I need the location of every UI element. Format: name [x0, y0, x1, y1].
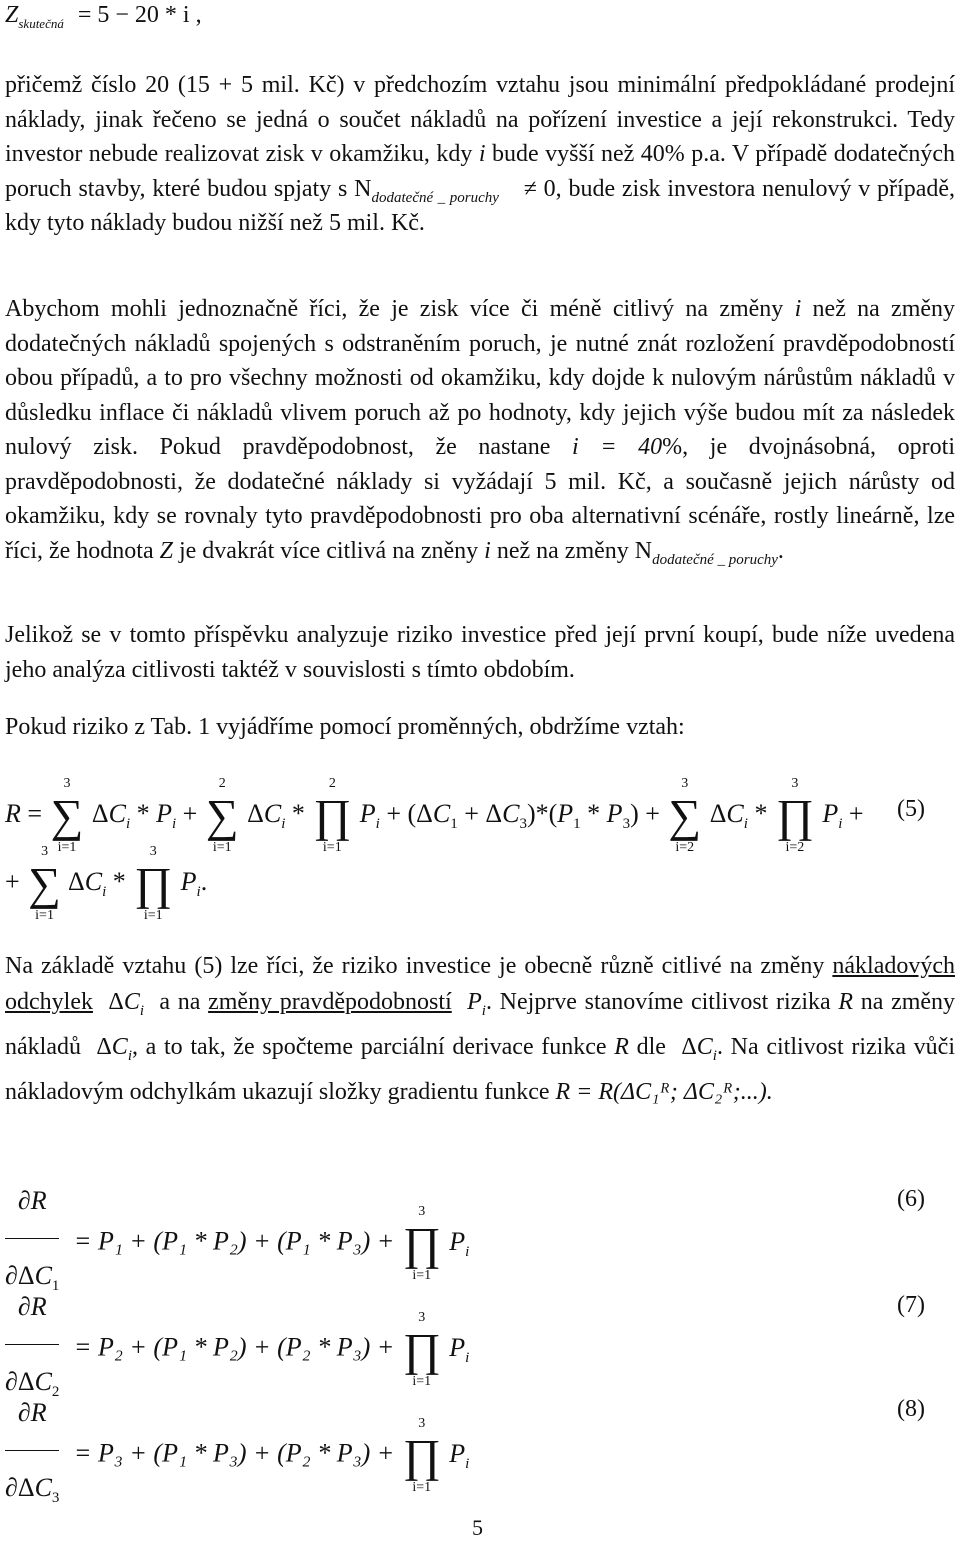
p1-neq: ≠ 0, [523, 175, 562, 202]
p5-underline-2: změny pravděpodobností [208, 989, 452, 1015]
lim: i=1 [412, 1479, 432, 1495]
n-poruchy-symbol [354, 175, 499, 206]
lim: 3 [681, 776, 689, 792]
p2-text-b: než na změny dodatečných nákladů spojených s odstraněním poruch, je nutné znát rozložení pravděpodobností obou případů, a to pro všechny možnosti od okamžiku, kdy dojde k nulovým nárůstům nákladů v důsledku inflace či nákladů vlivem poruch až po hodnoty, kdy jejich výše budou mít za následek nulový zisk. Pokud pravděpodobnost, že nastane [5, 296, 956, 460]
n-sub-2: dodatečné _ poruchy [652, 551, 778, 568]
lim: 3 [418, 1203, 426, 1219]
sum-symbol: ∑ 2 i=1 [205, 776, 239, 856]
n-sym: N [354, 175, 372, 202]
product-symbol: ∏ 3 i=1 [134, 844, 173, 924]
product-symbol: ∏ 3 i=1 [402, 1203, 441, 1283]
lim: 2 [328, 776, 336, 792]
p1-text-c: bude zisk investora nenulový v případě, kdy tyto náklady budou nižší než 5 mil. Kč. [5, 175, 955, 236]
p5-text-e: , a to tak, že spočteme parciální derivace funkce [131, 1033, 607, 1060]
p5-text-c: . Nejprve stanovíme citlivost rizika [485, 989, 831, 1015]
p1-text-b: bude vyšší než 40% p.a. V případě dodatečných poruch stavby, které budou spjaty s [5, 141, 956, 202]
p2-eq40: i = 40 [572, 434, 663, 460]
paragraph-2 [5, 292, 955, 568]
lim: i=1 [412, 1373, 432, 1389]
eq7-number: (7) [897, 1292, 925, 1318]
gradient-expression: R = R(ΔC₁ᴿ; ΔC₂ᴿ;...). [555, 1078, 773, 1105]
den-sub: 1 [51, 1278, 60, 1295]
lim: 3 [41, 844, 49, 860]
paragraph-1 [5, 68, 955, 241]
sum-symbol: ∑ 3 i=1 [28, 844, 61, 924]
eq6-body: = P₁ + (P₁ * P₂) + (P₁ * P₃) + [73, 1226, 395, 1256]
p5-text-b: a na [159, 989, 201, 1015]
lim: 3 [149, 844, 157, 860]
lim: i=2 [785, 840, 805, 856]
equation-6: $\frac{\partial R}{\partial\Delta C_1}$ = P₁ + (P₁ * P₂) + (P₁ * P₃) + ∏ 3 i=1 $P_i$ [5, 1166, 955, 1236]
den-sub: 3 [51, 1490, 60, 1507]
p2-text-a: Abychom mohli jednoznačně říci, že je zisk více či méně citlivý na změny [5, 296, 784, 322]
p2-text-e: než na změny [496, 537, 629, 564]
partial-fraction: $\frac{\partial R}{\partial\Delta C_3}$ [5, 1378, 59, 1533]
formula-lhs-sub: skutečná [18, 16, 64, 31]
p5-underline-1: nákladových odchylek [5, 953, 955, 1015]
p5-text-f: dle [636, 1033, 666, 1060]
p2-var-i-2: i [484, 537, 491, 564]
product-symbol: ∏ 3 i=1 [402, 1309, 441, 1389]
n-poruchy-symbol-2 [634, 537, 778, 568]
p5-text-a: Na základě vztahu (5) lze říci, že riziko investice je obecně různě citlivé na změny [5, 953, 825, 979]
lim: 3 [791, 776, 799, 792]
top-formula [5, 2, 955, 29]
lim: 3 [418, 1309, 426, 1325]
product-symbol: ∏ 3 i=1 [402, 1415, 441, 1495]
p2-text-c: %, je dvojnásobná, oproti pravděpodobnosti, že dodatečné náklady si vyžádají 5 mil. Kč, a současně jejich nárůsty od okamžiku, kdy se rovnaly tyto pravděpodobnosti pro oba alternativní scénáře, rostly lineárně, lze říci, že hodnota [5, 434, 956, 564]
partial-fraction: $\frac{\partial R}{\partial\Delta C_1}$ [5, 1166, 59, 1321]
eq8-body: = P₃ + (P₁ * P₃) + (P₂ * P₃) + [73, 1438, 395, 1468]
lim: i=1 [35, 908, 54, 924]
partial-fraction: $\frac{\partial R}{\partial\Delta C_2}$ [5, 1272, 59, 1427]
paragraph-3: Jelikož se v tomto příspěvku analyzuje riziko investice před její první koupí, bude níže uvedena jeho analýza citlivosti taktéž v souvislosti s tímto obdobím. [5, 622, 955, 683]
lim: 3 [418, 1415, 426, 1431]
p2-text-d: je dvakrát více citlivá na zněny [178, 537, 479, 564]
lim: i=1 [322, 840, 342, 856]
eq5-line-2: + ∑ 3 i=1 $\Delta C_i$ * ∏ 3 i=1 $P_i$. [5, 844, 208, 924]
formula-lhs: Z [5, 2, 19, 28]
lim: i=1 [412, 1267, 432, 1283]
lim: i=1 [57, 840, 77, 856]
product-symbol: ∏ 2 i=1 [313, 776, 352, 856]
paragraph-5: Na základě vztahu (5) lze říci, že riziko investice je obecně různě citlivé na změny nákladových odchylek $\Delta C_i$ a na změny pravděpodobností $P_i$. Nejprve stanovíme citlivost rizika R na změny nákladů $\Delta C_i$, a to tak, že spočteme parciální derivace funkce R dle $\Delta C_i$. Na citlivost rizika vůči nákladovým odchylkám ukazují složky gradientu funkce R = R(ΔC₁ᴿ; ΔC₂ᴿ;...). [5, 953, 956, 1105]
n-sym-2: N [634, 537, 653, 564]
paragraph-4: Pokud riziko z Tab. 1 vyjádříme pomocí proměnných, obdržíme vztah: [5, 714, 685, 740]
eq5-line-1: R = ∑ 3 i=1 $\Delta C_i * P_i$ + ∑ 2 i=1 $\Delta C_i$ * ∏ 2 i=1 $P_i + (\Delta C_1 + \Delta C_3)*(P_1 * P_3)$ + ∑ 3 i=2 $\Delta C_i$ * ∏ 3 i=2 $P_i$ + [5, 776, 864, 856]
page-number: 5 [472, 1515, 483, 1540]
den-sub: 2 [51, 1384, 60, 1401]
p2-var-i: i [794, 296, 802, 322]
lim: i=1 [143, 908, 163, 924]
sum-symbol: ∑ 3 i=1 [50, 776, 84, 856]
eq5-number: (5) [897, 796, 925, 822]
lim: i=1 [212, 840, 232, 856]
eq6-number: (6) [897, 1186, 925, 1212]
eq7-body: = P₂ + (P₁ * P₂) + (P₂ * P₃) + [73, 1332, 395, 1362]
equation-8: $\frac{\partial R}{\partial\Delta C_3}$ = P₃ + (P₁ * P₃) + (P₂ * P₃) + ∏ 3 i=1 $P_i$ [5, 1378, 955, 1448]
lim: i=2 [675, 840, 695, 856]
equation-7: $\frac{\partial R}{\partial\Delta C_2}$ = P₂ + (P₁ * P₂) + (P₂ * P₃) + ∏ 3 i=1 $P_i$ [5, 1272, 955, 1342]
product-symbol: ∏ 3 i=2 [775, 776, 814, 856]
p2-end: . [777, 537, 784, 564]
formula-rhs: = 5 − 20 * i , [77, 2, 202, 28]
sum-symbol: ∑ 3 i=2 [668, 776, 702, 856]
p5-text-g: . Na citlivost rizika vůči nákladovým odchylkám ukazují složky gradientu funkce [5, 1033, 955, 1105]
p1-var-i: i [478, 141, 486, 167]
n-sub: dodatečné _ poruchy [371, 189, 499, 206]
p1-text-a: přičemž číslo 20 (15 + 5 mil. Kč) v předchozím vztahu jsou minimální předpokládané prodejní náklady, jinak řečeno se jedná o součet nákladů na pořízení investice a její rekonstrukci. Tedy investor nebude realizovat zisk v okamžiku, kdy [5, 72, 955, 167]
lim: 3 [63, 776, 71, 792]
p2-var-z: Z [159, 537, 173, 564]
lim: 2 [218, 776, 226, 792]
eq8-number: (8) [897, 1396, 925, 1422]
p5-text-d: na změny nákladů [5, 989, 956, 1060]
